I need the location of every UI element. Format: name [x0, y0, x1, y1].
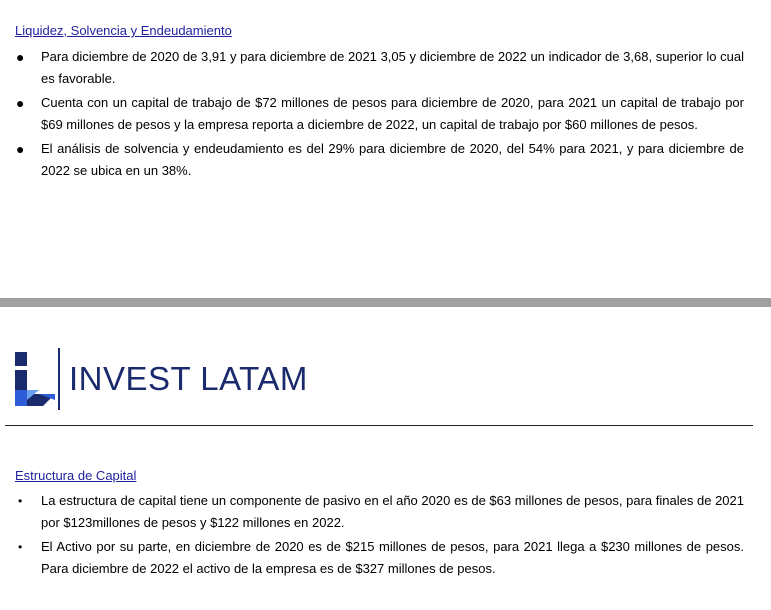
bullet-icon: ●: [16, 49, 25, 65]
page-break-divider: [0, 298, 771, 307]
list-item: [14, 490, 744, 534]
list-item-text: Para diciembre de 2020 de 3,91 y para diciembre de 2021 3,05 y diciembre de 2022 un indicador de 3,68, superior lo cual es favorable.: [41, 49, 744, 86]
section-heading-estructura: Estructura de Capital: [15, 468, 137, 483]
header-rule: [5, 425, 753, 426]
bullet-list-estructura: [14, 490, 744, 582]
logo-divider: [58, 348, 60, 410]
list-item-text: El Activo por su parte, en diciembre de 2020 es de $215 millones de pesos, para 2021 llega a $230 millones de pesos. Para diciembre de 2022 el activo de la empresa es de $327 millones de pesos.: [41, 539, 744, 576]
list-item: [14, 92, 744, 136]
bullet-list-liquidez: [14, 46, 744, 184]
list-item: [14, 46, 744, 90]
list-item: [14, 138, 744, 182]
bullet-icon: ●: [16, 141, 25, 157]
brand-name: INVEST LATAM: [69, 360, 308, 397]
bullet-icon: •: [18, 540, 23, 554]
invest-latam-logo-icon: [15, 352, 55, 408]
bullet-icon: ●: [16, 95, 25, 111]
list-item-text: El análisis de solvencia y endeudamiento es del 29% para diciembre de 2020, del 54% para 2021, y para diciembre de 2022 se ubica en un 38%.: [41, 141, 744, 178]
list-item-text: Cuenta con un capital de trabajo de $72 millones de pesos para diciembre de 2020, para 2021 un capital de trabajo por $69 millones de pesos y la empresa reporta a diciembre de 2022, un capital de trabajo por $60 millones de pesos.: [41, 95, 744, 132]
bullet-icon: •: [18, 494, 23, 508]
section-heading-liquidez: Liquidez, Solvencia y Endeudamiento: [15, 23, 232, 38]
list-item-text: La estructura de capital tiene un componente de pasivo en el año 2020 es de $63 millones de pesos, para finales de 2021 por $123millones de pesos y $122 millones en 2022.: [41, 493, 744, 530]
list-item: [14, 536, 744, 580]
